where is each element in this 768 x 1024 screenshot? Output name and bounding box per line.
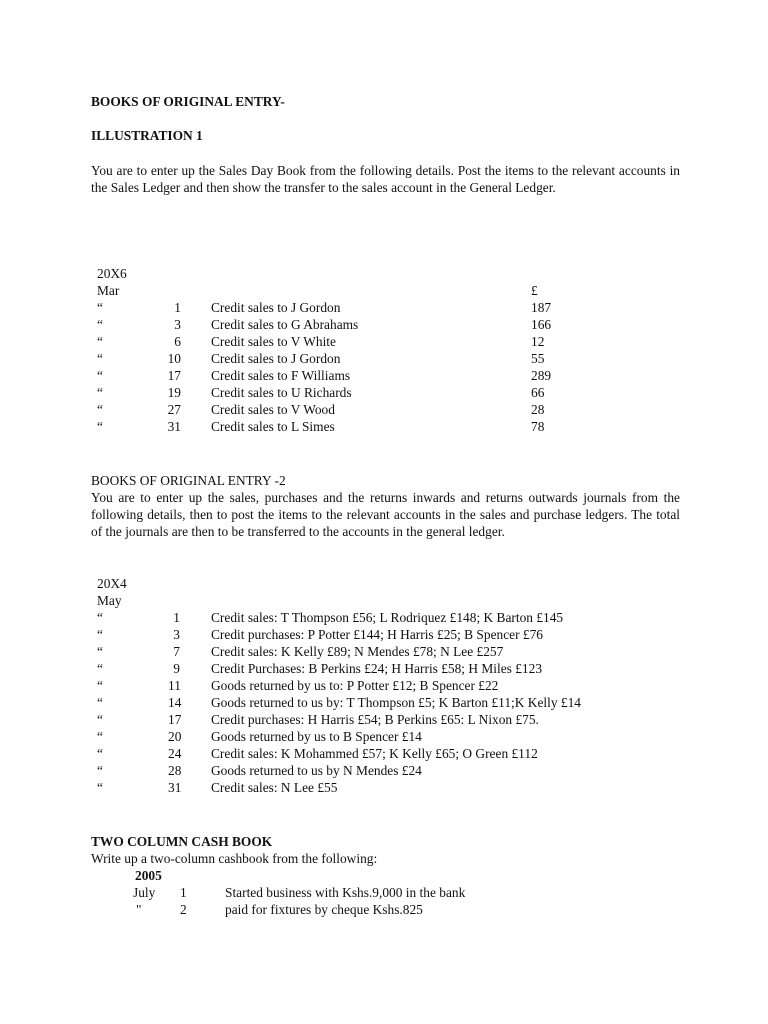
entry-day: 1: [180, 885, 187, 900]
ditto-mark: “: [97, 780, 103, 795]
ditto-mark: “: [97, 746, 103, 761]
entry-description: Goods returned by us to B Spencer £14: [211, 729, 422, 744]
entry-amount: 187: [531, 300, 552, 315]
list-item: [0, 350, 768, 367]
entry-day: 31: [168, 780, 182, 795]
entry-description: Credit sales: T Thompson £56; L Rodriquez £148; K Barton £145: [211, 610, 564, 625]
ditto-mark: “: [97, 300, 103, 315]
entry-day: 19: [167, 385, 181, 400]
section3-instructions: Write up a two-column cashbook from the following:: [91, 851, 378, 866]
entry-description: Credit sales to V White: [211, 334, 336, 349]
entry-amount: 12: [531, 334, 545, 349]
list-item: [0, 299, 768, 316]
entry-description: Credit sales to L Simes: [211, 419, 335, 434]
ditto-mark: “: [97, 334, 103, 349]
entry-description: paid for fixtures by cheque Kshs.825: [225, 902, 423, 917]
entry-day: 28: [168, 763, 182, 778]
ditto-mark: “: [97, 695, 103, 710]
ditto-mark: “: [97, 729, 103, 744]
ditto-mark: “: [97, 610, 103, 625]
ditto-mark: “: [97, 419, 103, 434]
list-item: [0, 384, 768, 401]
entry-description: Credit sales: N Lee £55: [211, 780, 338, 795]
list-item: [0, 609, 768, 626]
entry-day: 9: [173, 661, 180, 676]
entry-day: 17: [168, 712, 182, 727]
ditto-mark: “: [97, 661, 103, 676]
section1-subheading: ILLUSTRATION 1: [91, 128, 203, 143]
entry-amount: 66: [531, 385, 545, 400]
entry-day: 3: [174, 317, 181, 332]
ditto-mark: “: [97, 402, 103, 417]
section1-month: Mar: [97, 283, 120, 298]
entry-description: Credit sales to G Abrahams: [211, 317, 359, 332]
ditto-mark: “: [97, 385, 103, 400]
list-item: [0, 711, 768, 728]
ditto-mark: “: [97, 644, 103, 659]
list-item: [0, 694, 768, 711]
list-item: [0, 884, 768, 901]
entry-day: 6: [174, 334, 181, 349]
section2-heading: BOOKS OF ORIGINAL ENTRY -2: [91, 473, 286, 488]
entry-amount: 28: [531, 402, 545, 417]
ditto-mark: “: [97, 627, 103, 642]
entry-day: 3: [173, 627, 180, 642]
entry-amount: 55: [531, 351, 545, 366]
section3-year: 2005: [135, 868, 162, 883]
entry-description: Credit purchases: H Harris £54; B Perkins £65: L Nixon £75.: [211, 712, 539, 727]
list-item: [0, 367, 768, 384]
entry-amount: 289: [531, 368, 552, 383]
ditto-mark: “: [97, 351, 103, 366]
entry-day: 24: [168, 746, 182, 761]
ditto-mark: “: [97, 763, 103, 778]
entry-description: Credit sales to U Richards: [211, 385, 352, 400]
entry-description: Goods returned to us by N Mendes £24: [211, 763, 422, 778]
entry-description: Credit sales to F Williams: [211, 368, 351, 383]
list-item: [0, 728, 768, 745]
entry-description: Credit sales to V Wood: [211, 402, 335, 417]
entry-description: Credit sales to J Gordon: [211, 300, 341, 315]
section2-month: May: [97, 593, 122, 608]
entry-description: Started business with Kshs.9,000 in the bank: [225, 885, 466, 900]
entry-month: ": [136, 902, 142, 917]
list-item: [0, 643, 768, 660]
entry-description: Credit sales: K Mohammed £57; K Kelly £65; O Green £112: [211, 746, 538, 761]
entry-description: Credit sales: K Kelly £89; N Mendes £78; N Lee £257: [211, 644, 504, 659]
entry-month: July: [133, 885, 156, 900]
list-item: [0, 677, 768, 694]
section1-instructions: You are to enter up the Sales Day Book from the following details. Post the items to the relevant accounts in the Sales Ledger and then show the transfer to the sales account in the General Ledger.: [91, 163, 680, 195]
section2-instructions: You are to enter up the sales, purchases and the returns inwards and returns outwards journals from the following details, then to post the items to the relevant accounts in the sales and purchase ledgers. The total of the journals are then to be transferred to the accounts in the general ledger.: [91, 490, 680, 539]
entry-description: Credit sales to J Gordon: [211, 351, 341, 366]
ditto-mark: “: [97, 368, 103, 383]
entry-day: 14: [168, 695, 182, 710]
list-item: [0, 333, 768, 350]
entry-day: 1: [174, 300, 181, 315]
entry-day: 7: [173, 644, 180, 659]
entry-day: 31: [167, 419, 181, 434]
list-item: [0, 762, 768, 779]
entry-description: Goods returned to us by: T Thompson £5; K Barton £11;K Kelly £14: [211, 695, 581, 710]
list-item: [0, 779, 768, 796]
list-item: [0, 626, 768, 643]
list-item: [0, 901, 768, 918]
list-item: [0, 745, 768, 762]
section1-currency: £: [531, 283, 538, 298]
list-item: [0, 316, 768, 333]
entry-day: 1: [173, 610, 180, 625]
entry-day: 20: [168, 729, 182, 744]
entry-amount: 78: [531, 419, 545, 434]
ditto-mark: “: [97, 678, 103, 693]
ditto-mark: “: [97, 712, 103, 727]
section3-heading: TWO COLUMN CASH BOOK: [91, 834, 273, 849]
section1-year: 20X6: [97, 266, 127, 281]
entry-day: 11: [168, 678, 181, 693]
entry-amount: 166: [531, 317, 552, 332]
list-item: [0, 401, 768, 418]
section2-year: 20X4: [97, 576, 127, 591]
entry-day: 2: [180, 902, 187, 917]
entry-day: 17: [167, 368, 181, 383]
section1-heading: BOOKS OF ORIGINAL ENTRY-: [91, 94, 285, 109]
entry-day: 27: [167, 402, 181, 417]
entry-description: Credit Purchases: B Perkins £24; H Harris £58; H Miles £123: [211, 661, 543, 676]
entry-description: Credit purchases: P Potter £144; H Harris £25; B Spencer £76: [211, 627, 543, 642]
list-item: [0, 418, 768, 435]
ditto-mark: “: [97, 317, 103, 332]
list-item: [0, 660, 768, 677]
entry-description: Goods returned by us to: P Potter £12; B Spencer £22: [211, 678, 499, 693]
entry-day: 10: [167, 351, 181, 366]
